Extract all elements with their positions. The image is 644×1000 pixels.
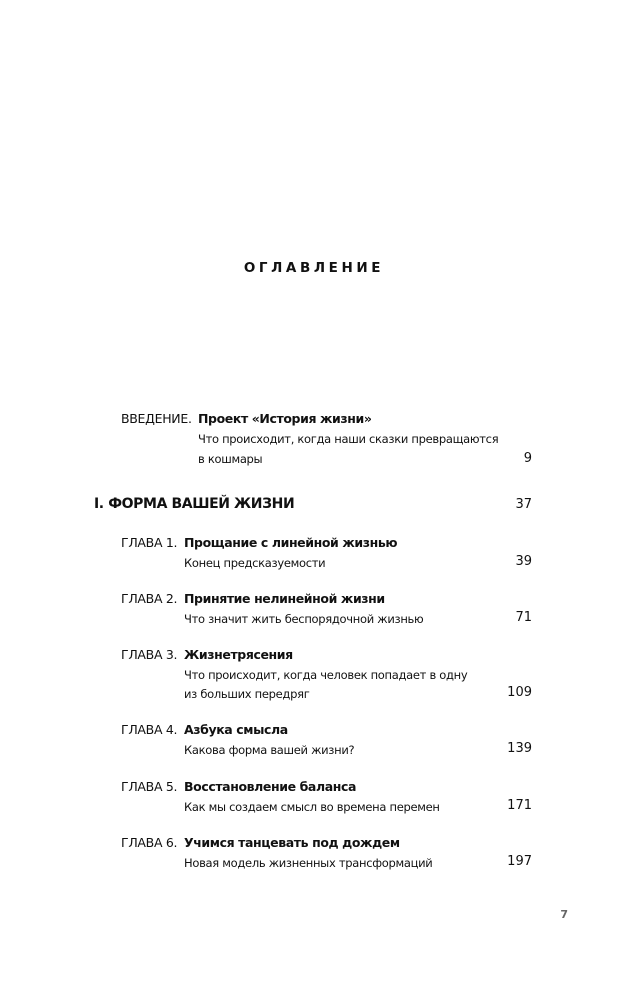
chapter-label: ГЛАВА 5.: [121, 779, 178, 794]
chapter-label: ГЛАВА 4.: [121, 722, 178, 737]
chapter-title: Учимся танцевать под дождем: [184, 835, 400, 850]
chapter-page-number: 139: [507, 741, 532, 756]
chapter-page-number: 109: [507, 685, 532, 700]
chapter-subtitle-line-2: из больших передряг: [184, 687, 310, 701]
intro-label: ВВЕДЕНИЕ.: [121, 411, 192, 426]
chapter-label: ГЛАВА 2.: [121, 591, 178, 606]
part-page-number: 37: [515, 497, 532, 512]
page-title: ОГЛАВЛЕНИЕ: [243, 260, 385, 276]
chapter-title: Восстановление баланса: [184, 779, 357, 794]
chapter-page-number: 71: [515, 610, 532, 625]
chapter-label: ГЛАВА 6.: [121, 835, 178, 850]
chapter-subtitle: Как мы создаем смысл во времена перемен: [184, 800, 440, 814]
chapter-page-number: 197: [507, 854, 532, 869]
chapter-subtitle: Новая модель жизненных трансформаций: [184, 856, 433, 870]
chapter-page-number: 171: [507, 798, 532, 813]
chapter-label: ГЛАВА 1.: [121, 535, 178, 550]
chapter-page-number: 39: [515, 554, 532, 569]
chapter-title: Принятие нелинейной жизни: [184, 591, 385, 606]
part-title: I. ФОРМА ВАШЕЙ ЖИЗНИ: [94, 496, 295, 512]
chapter-title: Прощание с линейной жизнью: [184, 535, 398, 550]
intro-page-number: 9: [523, 451, 532, 466]
chapter-subtitle: Какова форма вашей жизни?: [184, 743, 355, 757]
chapter-label: ГЛАВА 3.: [121, 647, 178, 662]
intro-title: Проект «История жизни»: [198, 411, 372, 426]
chapter-subtitle-line-1: Что происходит, когда человек попадает в одну: [184, 668, 468, 682]
intro-subtitle-line-1: Что происходит, когда наши сказки превращаются: [198, 432, 499, 446]
chapter-title: Жизнетрясения: [184, 647, 293, 662]
chapter-subtitle: Что значит жить беспорядочной жизнью: [184, 612, 424, 626]
intro-subtitle-line-2: в кошмары: [198, 452, 263, 466]
chapter-title: Азбука смысла: [184, 722, 288, 737]
chapter-subtitle: Конец предсказуемости: [184, 556, 326, 570]
page-folio: 7: [560, 908, 568, 921]
